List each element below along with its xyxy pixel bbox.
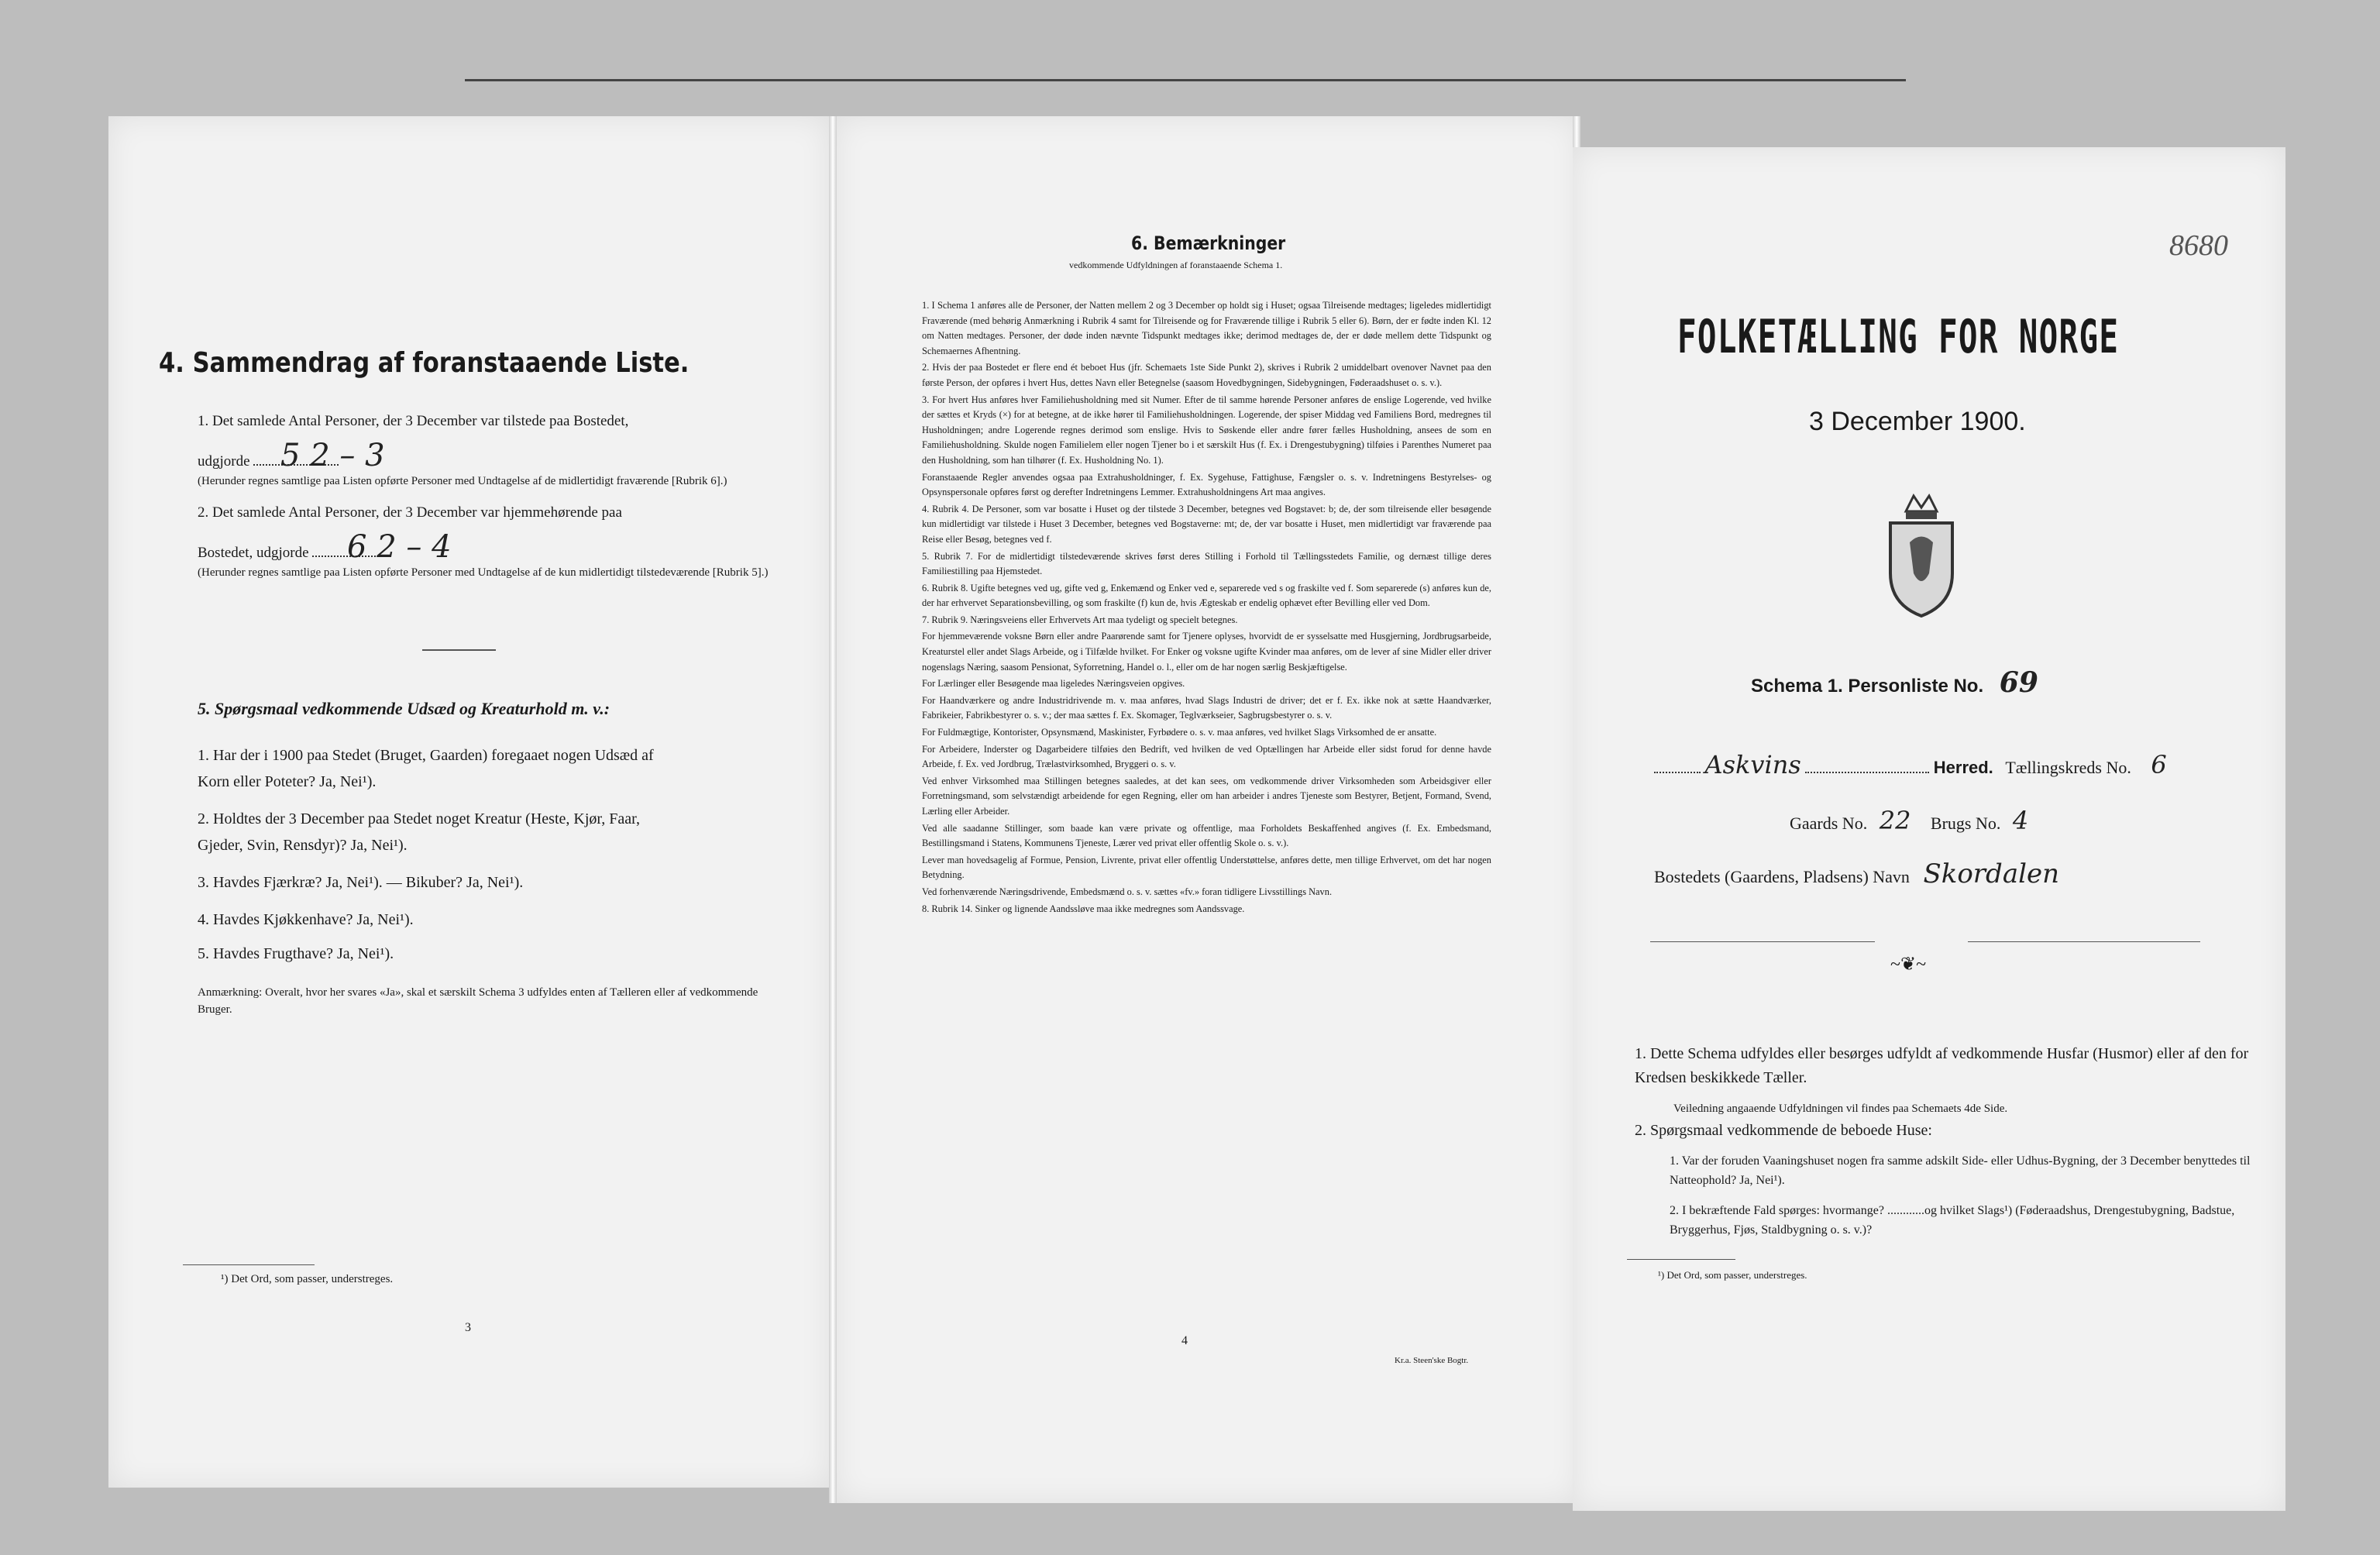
herred-value: Askvins: [1704, 750, 1801, 779]
instruction: Foranstaaende Regler anvendes ogsaa paa Extrahusholdninger, f. Ex. Sygehuse, Fattighuse, Fængsler o. s. v. Indretningens Bestyrelses- og Opsynspersonale opføres først og derefter Indretningens Lemmer. Extrahusholdningens Art maa angives.: [922, 471, 1491, 498]
top-rule: [465, 79, 1906, 81]
gaards-row: [1790, 806, 2028, 835]
brugs-label: Brugs No.: [1930, 814, 2001, 833]
ornament-icon: ~❦~: [1890, 955, 1927, 975]
remark: Anmærkning: Overalt, hvor her svares «Ja», skal et særskilt Schema 3 udfyldes enten af Tælleren eller af vedkommende Bruger.: [198, 986, 758, 1016]
note-2-1: 1. Var der foruden Vaaningshuset nogen fra samme adskilt Side- eller Udhus-Bygning, der 3 December benyttedes til Natteophold? Ja, Nei¹).: [1670, 1154, 2251, 1187]
section-5-heading: 5. Spørgsmaal vedkommende Udsæd og Kreaturhold m. v.:: [198, 699, 610, 718]
footnote-rule: [183, 1264, 315, 1265]
question-1-handwritten: 5 2 – 3: [280, 438, 385, 473]
separator: [1968, 941, 2200, 942]
survey-q3: 3. Havdes Fjærkræ? Ja, Nei¹). — Bikuber? Ja, Nei¹).: [198, 874, 524, 891]
section-6-heading: 6. Bemærkninger: [1131, 232, 1286, 254]
question-2-label: Bostedet, udgjorde: [198, 545, 309, 561]
footnote: ¹) Det Ord, som passer, understreges.: [1658, 1269, 1807, 1281]
survey-q1-line1: 1. Har der i 1900 paa Stedet (Bruget, Gaarden) foregaaet nogen Udsæd af: [198, 747, 654, 764]
brugs-value: 4: [2012, 806, 2029, 835]
archive-number: 8680: [2169, 229, 2228, 262]
herred-row: [1654, 750, 2167, 779]
dotted-fill: [1805, 772, 1929, 773]
note-2-2: 2. I bekræftende Fald spørges: hvormange? ............og hvilket Slags¹) (Føderaadshus, Drengestubygning, Badstue, Bryggerhus, Fjøs, Staldbygning o. s. v.)?: [1670, 1204, 2235, 1237]
instruction: 4. Rubrik 4. De Personer, som var bosatte i Huset og der tilstede 3 December, betegnes ved Bogstavet: b; de, der som tilreisende eller besøgende kun midlertidigt var tilstede i Huset 3 December, betegnes ved Bogstaverne: mt; de, der var bosatte i Huset, men midlertidigt var fraværende paa Reise eller Besøg, betegnes ved f.: [922, 503, 1491, 545]
kreds-label: Tællingskreds No.: [2005, 758, 2131, 777]
bosted-value: Skordalen: [1923, 858, 2059, 889]
page-number: 4: [1181, 1334, 1188, 1347]
instruction: For Fuldmægtige, Kontorister, Opsynsmænd, Maskinister, Fyrbødere o. s. v. maa anføres, ved hvilket Slags Virksomhed de er ansatte.: [922, 727, 1437, 738]
survey-q1-line2: Korn eller Poteter? Ja, Nei¹).: [198, 773, 377, 790]
question-2-text: 2. Det samlede Antal Personer, der 3 December var hjemmehørende paa: [198, 504, 622, 521]
note-1: 1. Dette Schema udfyldes eller besørges udfyldt af vedkommende Husfar (Husmor) eller af den for Kredsen beskikkede Tæller.: [1635, 1045, 2249, 1086]
note-1-small: Veiledning angaaende Udfyldningen vil findes paa Schemaets 4de Side.: [1673, 1103, 2008, 1115]
question-2-handwritten: 6 2 – 4: [347, 529, 452, 565]
dotted-fill: [1654, 772, 1701, 773]
instruction: Ved alle saadanne Stillinger, som baade kan være private og offentlige, maa Forholdets Beskaffenhed angives (f. Ex. Embedsmand, Bestillingsmand i Statens, Kommunens Tjeneste, Lærer ved privat eller offentlig Skole o. s. v.).: [922, 822, 1491, 849]
form-title: FOLKETÆLLING FOR NORGE: [1677, 310, 2120, 364]
question-1-note: (Herunder regnes samtlige paa Listen opførte Personer med Undtagelse af de midlertidigt fraværende [Rubrik 6].): [198, 475, 727, 487]
footnote: ¹) Det Ord, som passer, understreges.: [221, 1273, 394, 1285]
instruction: Ved forhenværende Næringsdrivende, Embedsmænd o. s. v. sættes «fv.» foran tidligere Livsstillings Navn.: [922, 886, 1333, 897]
instruction: Lever man hovedsagelig af Formue, Pension, Livrente, privat eller offentlig Understøttelse, anføres dette, men tillige Erhvervet, om det har nogen Betydning.: [922, 854, 1491, 881]
personliste-number: 69: [1999, 666, 2038, 699]
instruction: Ved enhver Virksomhed maa Stillingen betegnes saaledes, at det kan sees, om vedkommende driver Virksomheden som Arbeidsgiver eller Forretningsmand, som selvstændigt arbeidende for egen Regning, eller om han arbeider i andres Tjeneste som Bestyrer, Betjent, Formand, Svend, Lærling eller Arbeider.: [922, 775, 1491, 817]
instruction: 2. Hvis der paa Bostedet er flere end ét beboet Hus (jfr. Schemaets 1ste Side Punkt 2), skrives i Rubrik 2 umiddelbart ovenover Navnet paa den første Person, der opføres i hvert Hus, dettes Navn eller Betegnelse (saasom Hovedbygningen, Sidebygningen, Føderaadshuset o. s. v.).: [922, 362, 1491, 388]
survey-q5: 5. Havdes Frugthave? Ja, Nei¹).: [198, 945, 394, 962]
question-1-answer-row: [198, 438, 771, 474]
instruction: 7. Rubrik 9. Næringsveiens eller Erhvervets Art maa tydeligt og specielt betegnes.: [922, 614, 1238, 625]
separator: [422, 649, 496, 651]
printer-mark: Kr.a. Steen'ske Bogtr.: [1395, 1356, 1469, 1365]
instruction: 6. Rubrik 8. Ugifte betegnes ved ug, gifte ved g, Enkemænd og Enker ved e, separerede ved s og fraskilte ved f. Som separerede (s) anføres kun de, der har erhvervet Separationsbevilling, og som fraskilte (f) kun de, hvis Ægteskab er endelig ophævet efter Bevilling eller ved Dom.: [922, 582, 1491, 609]
schema-label: Schema 1. Personliste No.: [1751, 676, 1984, 697]
note-2: 2. Spørgsmaal vedkommende de beboede Huse:: [1635, 1122, 1932, 1139]
census-date: 3 December 1900.: [1809, 407, 2026, 436]
section-4-heading: 4. Sammendrag af foranstaaende Liste.: [159, 347, 690, 379]
question-1-text: 1. Det samlede Antal Personer, der 3 December var tilstede paa Bostedet,: [198, 413, 629, 429]
footnote-rule: [1627, 1259, 1735, 1260]
gaards-label: Gaards No.: [1790, 814, 1868, 833]
kreds-value: 6: [2151, 750, 2167, 779]
instruction: 1. I Schema 1 anføres alle de Personer, der Natten mellem 2 og 3 December op holdt sig i Huset; ogsaa Tilreisende medtages; ligeledes midlertidigt Fraværende (med behørig Anmærkning i Rubrik 4 samt for Tilreisende og for Fraværende tillige i Rubrik 5 eller 6). Børn, der er fødte inden Kl. 12 om Natten medtages. Personer, der døde inden nævnte Tidspunkt medtages ikke; derimod medtages de, der er døde mellem dette Tidspunkt og Schemaernes Afhentning.: [922, 300, 1491, 356]
herred-label: Herred.: [1933, 758, 1993, 777]
instruction: 8. Rubrik 14. Sinker og lignende Aandssløve maa ikke medregnes som Aandssvage.: [922, 903, 1245, 914]
instruction: For Lærlinger eller Besøgende maa ligeledes Næringsveien opgives.: [922, 678, 1185, 690]
survey-q2-line2: Gjeder, Svin, Rensdyr)? Ja, Nei¹).: [198, 837, 408, 854]
question-1-label: udgjorde: [198, 453, 250, 470]
instruction: For Haandværkere og andre Industridrivende m. v. maa anføres, hvad Slags Industri de driver; det er f. Ex. ikke nok at sætte Haandværker, Fabrikeier, Fabrikbestyrer o. s. v.; der maa sættes f. Ex. Skomager, Teglværkseier, Sagbrugsbestyrer o. s. v.: [922, 694, 1491, 721]
instruction: 5. Rubrik 7. For de midlertidigt tilstedeværende skrives først deres Stilling i Forhold til Tællingsstedets Familie, og dernæst tillige deres Familiestilling paa Hjemstedet.: [922, 550, 1491, 577]
question-2-note: (Herunder regnes samtlige paa Listen opførte Personer med Undtagelse af de kun midlertidigt tilstedeværende [Rubrik 5].): [198, 566, 769, 579]
instruction: For hjemmeværende voksne Børn eller andre Paarørende samt for Tjenere oplyses, hvorvidt de er sysselsatte med Husgjerning, Jordbrugsarbeide, Kreaturstel eller andet Slags Arbeide, og i Tilfælde hvilket. For Enker og voksne ugifte Kvinder maa anføres, om de lever af sine Midler eller driver nogenslags Næring, saasom Pensionat, Syforretning, Handel o. l., eller om de har nogen særlig Beskjæftigelse.: [922, 631, 1491, 673]
bosted-label: Bostedets (Gaardens, Pladsens) Navn: [1654, 867, 1910, 886]
gaards-value: 22: [1879, 806, 1911, 835]
page-fold: [829, 116, 837, 1503]
survey-q2-line1: 2. Holdtes der 3 December paa Stedet noget Kreatur (Heste, Kjør, Faar,: [198, 810, 640, 827]
instruction: 3. For hvert Hus anføres hver Familiehusholdning med sit Numer. Efter de til samme hørende Personer anføres de enslige Logerende, ved hvilke der sættes et Kryds (×) for at betegne, at de ikke hører til Familiehusholdningen. Logerende, der spiser Middag ved Familiens Bord, medregnes til Husholdningen; andre Logerende regnes derimod som enslige. Hvis to Søskende eller andre fører fælles Husholdning, ansees de som en Familiehusholdning. Skulde nogen Familielem eller nogen Tjener bo i et særskilt Hus (f. Ex. i Drengestubygning) tilføies i Parenthes Numeret paa den Husholdning, som han tilhører (f. Ex. Husholdning No. 1).: [922, 394, 1491, 466]
page-number: 3: [465, 1321, 471, 1334]
survey-q4: 4. Havdes Kjøkkenhave? Ja, Nei¹).: [198, 911, 414, 928]
question-2-answer-row: [198, 529, 771, 566]
section-6-subheading: vedkommende Udfyldningen af foranstaaende Schema 1.: [1069, 260, 1283, 270]
separator: [1650, 941, 1875, 942]
instruction: For Arbeidere, Inderster og Dagarbeidere tilføies den Bedrift, ved hvilken de ved Optællingen har Arbeide eller sidst forud for denne havde Arbeide, f. Ex. ved Jordbrug, Trælastvirksomhed, Bryggeri o. s. v.: [922, 743, 1491, 770]
bosted-row: [1654, 858, 2059, 889]
coat-of-arms-icon: [1879, 488, 1964, 620]
instructions-list: [922, 298, 1491, 918]
schema-row: [1751, 666, 2038, 699]
